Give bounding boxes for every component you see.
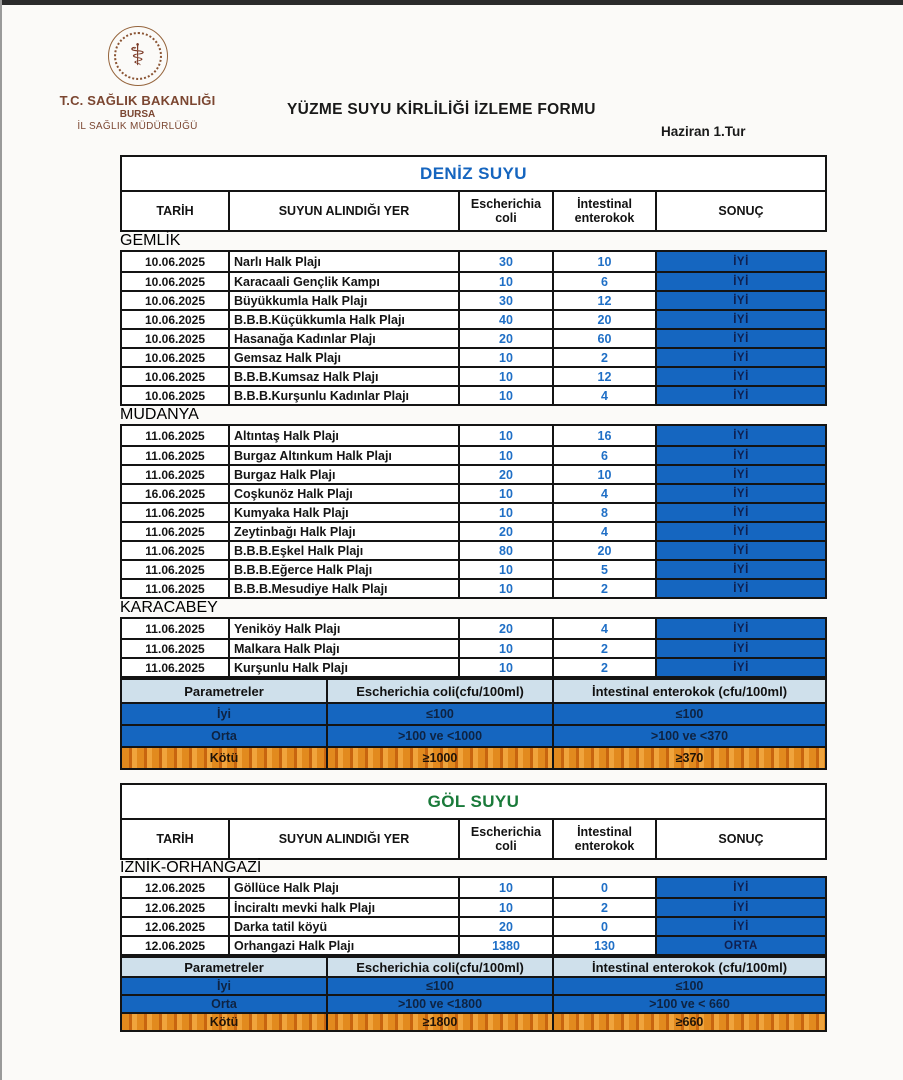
table-row	[122, 916, 825, 935]
table-header-box	[120, 783, 827, 860]
place-cell: B.B.B.Mesudiye Halk Plajı	[228, 580, 458, 597]
date-cell: 10.06.2025	[144, 254, 206, 269]
date-cell: 10.06.2025	[144, 388, 206, 403]
ecoli-value: 10	[458, 485, 552, 502]
result-badge: İYİ	[655, 878, 825, 897]
ecoli-value: 20	[458, 330, 552, 347]
enterokok-value: 130	[552, 937, 655, 954]
date-cell: 11.06.2025	[145, 562, 205, 577]
place-cell: Altıntaş Halk Plajı	[228, 426, 458, 445]
date-cell: 11.06.2025	[145, 505, 205, 520]
legend-header-cell: İntestinal enterokok (cfu/100ml)	[552, 680, 825, 702]
column-header-row	[122, 190, 825, 230]
ecoli-value: 10	[458, 368, 552, 385]
enterokok-value: 16	[552, 426, 655, 445]
section-label-text: KARACABEY	[120, 599, 218, 616]
table-row	[122, 521, 825, 540]
date-cell: 11.06.2025	[145, 621, 205, 636]
table-row	[122, 290, 825, 309]
result-badge: İYİ	[655, 349, 825, 366]
enterokok-value: 8	[552, 504, 655, 521]
legend-ecoli-range: ≤100	[326, 704, 552, 724]
table-row	[122, 540, 825, 559]
directorate-name: İL SAĞLIK MÜDÜRLÜĞÜ	[77, 121, 198, 132]
date-cell: 11.06.2025	[145, 660, 205, 675]
section-label-text: MUDANYA	[120, 406, 199, 423]
letterhead	[45, 26, 230, 132]
result-badge: İYİ	[655, 504, 825, 521]
enterokok-value: 20	[552, 542, 655, 559]
legend-label: Kötü	[122, 1014, 326, 1030]
result-badge: İYİ	[655, 918, 825, 935]
date-cell: 12.06.2025	[144, 900, 206, 915]
legend-row-bad	[122, 1012, 825, 1030]
enterokok-value: 2	[552, 899, 655, 916]
date-cell: 10.06.2025	[144, 369, 206, 384]
enterokok-value: 20	[552, 311, 655, 328]
column-header-place: SUYUN ALINDIĞI YER	[228, 820, 458, 858]
place-cell: Büyükkumla Halk Plajı	[228, 292, 458, 309]
place-cell: Yeniköy Halk Plajı	[228, 619, 458, 638]
date-cell: 10.06.2025	[144, 350, 206, 365]
date-cell: 12.06.2025	[144, 919, 206, 934]
result-badge: İYİ	[655, 447, 825, 464]
table-row	[122, 483, 825, 502]
legend-header-cell: Escherichia coli(cfu/100ml)	[326, 680, 552, 702]
enterokok-value: 12	[552, 292, 655, 309]
section-label	[120, 232, 827, 250]
enterokok-value: 2	[552, 659, 655, 676]
date-cell: 11.06.2025	[145, 524, 205, 539]
legend-ecoli-range: >100 ve <1800	[326, 996, 552, 1012]
legend-box	[120, 678, 827, 770]
enterokok-value: 10	[552, 466, 655, 483]
ecoli-value: 80	[458, 542, 552, 559]
table-row	[122, 559, 825, 578]
enterokok-value: 2	[552, 640, 655, 657]
logo-star-ring	[114, 32, 162, 80]
legend-header-cell: Escherichia coli(cfu/100ml)	[326, 958, 552, 976]
ecoli-value: 1380	[458, 937, 552, 954]
column-header-result: SONUÇ	[655, 820, 825, 858]
legend-ecoli-range: >100 ve <1000	[326, 726, 552, 746]
column-header-ecoli: Escherichia coli	[458, 192, 552, 230]
result-badge: İYİ	[655, 368, 825, 385]
date-cell: 12.06.2025	[144, 938, 206, 953]
legend-label: Orta	[122, 996, 326, 1012]
section-label-text: İZNİK-ORHANGAZİ	[120, 859, 262, 876]
date-cell: 11.06.2025	[145, 467, 205, 482]
ecoli-value: 10	[458, 878, 552, 897]
place-cell: B.B.B.Kurşunlu Kadınlar Plajı	[228, 387, 458, 404]
table-row	[122, 271, 825, 290]
place-cell: Burgaz Halk Plajı	[228, 466, 458, 483]
table-title: DENİZ SUYU	[420, 163, 527, 183]
place-cell: Hasanağa Kadınlar Plajı	[228, 330, 458, 347]
enterokok-value: 0	[552, 878, 655, 897]
table-row	[122, 347, 825, 366]
place-cell: Orhangazi Halk Plajı	[228, 937, 458, 954]
table-row	[122, 638, 825, 657]
place-cell: Zeytinbağı Halk Plajı	[228, 523, 458, 540]
ecoli-value: 10	[458, 659, 552, 676]
result-badge: İYİ	[655, 485, 825, 502]
result-badge: İYİ	[655, 387, 825, 404]
place-cell: B.B.B.Eğerce Halk Plajı	[228, 561, 458, 578]
legend-ecoli-range: ≥1000	[326, 748, 552, 768]
place-cell: B.B.B.Kumsaz Halk Plajı	[228, 368, 458, 385]
table-row	[122, 309, 825, 328]
legend-label: İyi	[122, 978, 326, 994]
legend-ecoli-range: ≤100	[326, 978, 552, 994]
scan-artifact-left-edge	[0, 0, 2, 1080]
place-cell: Malkara Halk Plajı	[228, 640, 458, 657]
date-cell: 12.06.2025	[144, 880, 206, 895]
data-rows-box	[120, 250, 827, 406]
legend-enterokok-range: >100 ve < 660	[552, 996, 825, 1012]
ecoli-value: 10	[458, 504, 552, 521]
legend-box	[120, 956, 827, 1032]
column-header-row	[122, 818, 825, 858]
enterokok-value: 0	[552, 918, 655, 935]
result-badge: İYİ	[655, 252, 825, 271]
ecoli-value: 30	[458, 252, 552, 271]
ecoli-value: 10	[458, 640, 552, 657]
enterokok-value: 5	[552, 561, 655, 578]
caduceus-icon: ⚕	[129, 39, 146, 72]
table-row	[122, 897, 825, 916]
place-cell: Coşkunöz Halk Plajı	[228, 485, 458, 502]
tables-area	[120, 155, 827, 1032]
ecoli-value: 20	[458, 619, 552, 638]
column-header-date: TARİH	[156, 831, 194, 846]
ecoli-value: 10	[458, 447, 552, 464]
table-row	[122, 445, 825, 464]
ecoli-value: 20	[458, 918, 552, 935]
place-cell: Karacaali Gençlik Kampı	[228, 273, 458, 290]
data-rows-box	[120, 424, 827, 599]
date-cell: 11.06.2025	[145, 448, 205, 463]
result-badge: İYİ	[655, 523, 825, 540]
enterokok-value: 10	[552, 252, 655, 271]
legend-row-good	[122, 976, 825, 994]
date-cell: 11.06.2025	[145, 428, 205, 443]
column-header-place: SUYUN ALINDIĞI YER	[228, 192, 458, 230]
ecoli-value: 10	[458, 349, 552, 366]
data-rows-box	[120, 876, 827, 956]
place-cell: B.B.B.Eşkel Halk Plajı	[228, 542, 458, 559]
sea-water-table	[120, 155, 827, 770]
table-row	[122, 252, 825, 271]
column-header-date: TARİH	[156, 203, 194, 218]
section-label	[120, 860, 827, 876]
place-cell: B.B.B.Küçükkumla Halk Plajı	[228, 311, 458, 328]
table-row	[122, 328, 825, 347]
table-row	[122, 578, 825, 597]
date-cell: 10.06.2025	[144, 312, 206, 327]
result-badge: İYİ	[655, 659, 825, 676]
legend-enterokok-range: ≤100	[552, 978, 825, 994]
legend-header-cell: Parametreler	[122, 680, 326, 702]
ecoli-value: 10	[458, 273, 552, 290]
enterokok-value: 4	[552, 485, 655, 502]
table-header-box	[120, 155, 827, 232]
legend-enterokok-range: ≥370	[552, 748, 825, 768]
city-name: BURSA	[119, 109, 156, 120]
table-row	[122, 366, 825, 385]
place-cell: İnciraltı mevki halk Plajı	[228, 899, 458, 916]
table-row	[122, 464, 825, 483]
ecoli-value: 10	[458, 426, 552, 445]
result-badge: İYİ	[655, 330, 825, 347]
enterokok-value: 2	[552, 580, 655, 597]
enterokok-value: 4	[552, 619, 655, 638]
enterokok-value: 4	[552, 387, 655, 404]
column-header-result: SONUÇ	[655, 192, 825, 230]
place-cell: Göllüce Halk Plajı	[228, 878, 458, 897]
result-badge: İYİ	[655, 899, 825, 916]
date-cell: 10.06.2025	[144, 274, 206, 289]
result-badge: İYİ	[655, 273, 825, 290]
result-badge: İYİ	[655, 542, 825, 559]
result-badge: ORTA	[655, 937, 825, 954]
place-cell: Gemsaz Halk Plajı	[228, 349, 458, 366]
result-badge: İYİ	[655, 292, 825, 309]
date-cell: 10.06.2025	[144, 331, 206, 346]
legend-row-medium	[122, 724, 825, 746]
table-row	[122, 657, 825, 676]
date-cell: 11.06.2025	[145, 543, 205, 558]
table-row	[122, 935, 825, 954]
result-badge: İYİ	[655, 311, 825, 328]
result-badge: İYİ	[655, 580, 825, 597]
ecoli-value: 20	[458, 466, 552, 483]
enterokok-value: 6	[552, 447, 655, 464]
section-label	[120, 599, 827, 617]
place-cell: Kumyaka Halk Plajı	[228, 504, 458, 521]
ecoli-value: 10	[458, 899, 552, 916]
ecoli-value: 10	[458, 561, 552, 578]
legend-label: İyi	[122, 704, 326, 724]
result-badge: İYİ	[655, 619, 825, 638]
enterokok-value: 4	[552, 523, 655, 540]
legend-header-row	[122, 680, 825, 702]
ecoli-value: 40	[458, 311, 552, 328]
ministry-logo	[108, 26, 168, 86]
date-cell: 11.06.2025	[145, 581, 205, 596]
legend-enterokok-range: ≥660	[552, 1014, 825, 1030]
result-badge: İYİ	[655, 466, 825, 483]
enterokok-value: 60	[552, 330, 655, 347]
lake-water-table	[120, 783, 827, 1032]
table-row	[122, 878, 825, 897]
date-cell: 11.06.2025	[145, 641, 205, 656]
legend-header-cell: Parametreler	[122, 958, 326, 976]
result-badge: İYİ	[655, 561, 825, 578]
table-row	[122, 426, 825, 445]
legend-header-row	[122, 958, 825, 976]
date-cell: 10.06.2025	[144, 293, 206, 308]
ministry-name: T.C. SAĞLIK BAKANLIĞI	[59, 93, 216, 108]
period-label: Haziran 1.Tur	[661, 124, 746, 139]
ecoli-value: 30	[458, 292, 552, 309]
place-cell: Kurşunlu Halk Plajı	[228, 659, 458, 676]
section-label-text: GEMLİK	[120, 232, 181, 249]
place-cell: Narlı Halk Plajı	[228, 252, 458, 271]
form-title: YÜZME SUYU KİRLİLİĞİ İZLEME FORMU	[287, 101, 596, 118]
place-cell: Burgaz Altınkum Halk Plajı	[228, 447, 458, 464]
table-row	[122, 385, 825, 404]
legend-enterokok-range: >100 ve <370	[552, 726, 825, 746]
date-cell: 16.06.2025	[144, 486, 206, 501]
column-header-ecoli: Escherichia coli	[458, 820, 552, 858]
table-title: GÖL SUYU	[427, 791, 520, 811]
scan-artifact-top-edge	[0, 0, 903, 5]
legend-enterokok-range: ≤100	[552, 704, 825, 724]
legend-ecoli-range: ≥1800	[326, 1014, 552, 1030]
enterokok-value: 12	[552, 368, 655, 385]
legend-row-medium	[122, 994, 825, 1012]
column-header-enterococcus: İntestinal enterokok	[552, 192, 655, 230]
ecoli-value: 10	[458, 387, 552, 404]
enterokok-value: 6	[552, 273, 655, 290]
table-row	[122, 502, 825, 521]
legend-header-cell: İntestinal enterokok (cfu/100ml)	[552, 958, 825, 976]
legend-label: Kötü	[122, 748, 326, 768]
legend-row-bad	[122, 746, 825, 768]
section-label	[120, 406, 827, 424]
result-badge: İYİ	[655, 426, 825, 445]
result-badge: İYİ	[655, 640, 825, 657]
legend-row-good	[122, 702, 825, 724]
legend-label: Orta	[122, 726, 326, 746]
column-header-enterococcus: İntestinal enterokok	[552, 820, 655, 858]
table-row	[122, 619, 825, 638]
data-rows-box	[120, 617, 827, 678]
enterokok-value: 2	[552, 349, 655, 366]
place-cell: Darka tatil köyü	[228, 918, 458, 935]
ecoli-value: 20	[458, 523, 552, 540]
ecoli-value: 10	[458, 580, 552, 597]
